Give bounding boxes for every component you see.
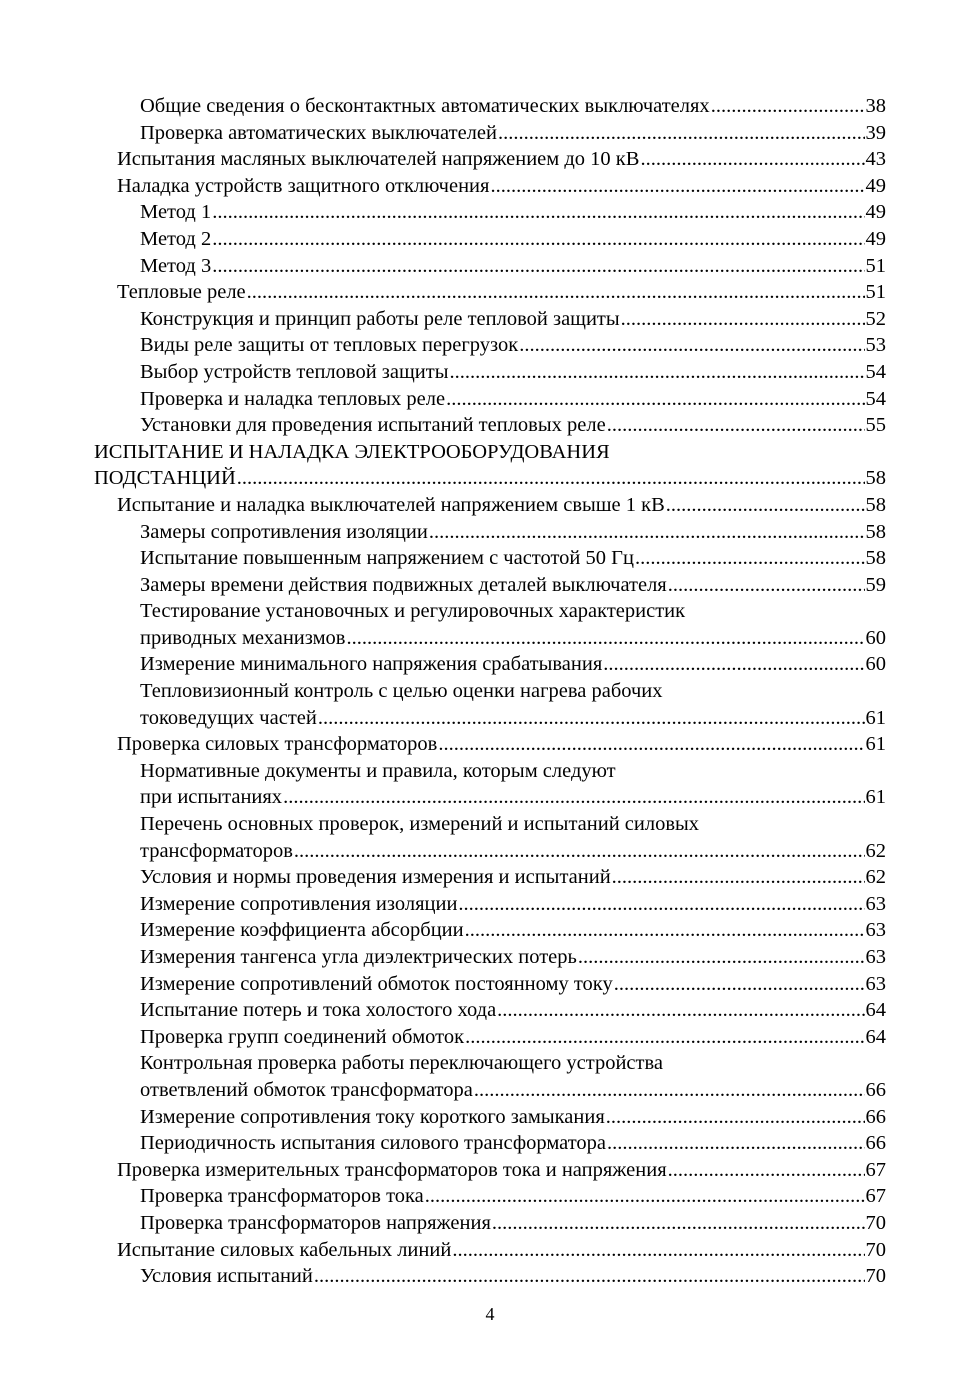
toc-entry-title: трансформаторов: [140, 839, 293, 862]
dot-leader: [490, 173, 864, 200]
dot-leader: [247, 279, 865, 306]
toc-entry-title: Тепловые реле: [117, 281, 246, 304]
toc-entry-title: Проверка измерительных трансформаторов тока и напряжения: [117, 1158, 667, 1181]
toc-list: [94, 93, 886, 1290]
toc-entry-page: 43: [865, 148, 886, 171]
toc-entry-title: Измерение сопротивления току короткого замыкания: [140, 1105, 605, 1128]
toc-entry-page: 63: [865, 972, 886, 995]
toc-entry-title: Испытание силовых кабельных линий: [117, 1238, 452, 1261]
toc-entry-row: [117, 731, 886, 758]
dot-leader: [449, 359, 864, 386]
toc-entry-title-line: Тепловизионный контроль с целью оценки нагрева рабочих: [140, 680, 663, 703]
dot-leader: [621, 306, 865, 333]
toc-entry-row: [140, 1104, 886, 1131]
toc-entry: [94, 598, 886, 651]
dot-leader: [498, 120, 865, 147]
toc-entry-row: [117, 279, 886, 306]
toc-entry-title: Условия испытаний: [140, 1265, 313, 1288]
toc-entry-title: Установки для проведения испытаний тепловых реле: [140, 414, 606, 437]
dot-leader: [465, 1024, 864, 1051]
toc-entry-page: 61: [865, 706, 886, 729]
toc-entry-page: 62: [865, 866, 886, 889]
toc-entry: [94, 891, 886, 918]
dot-leader: [346, 625, 864, 652]
toc-entry-title: Метод 2: [140, 227, 212, 250]
dot-leader: [668, 1157, 865, 1184]
toc-entry-title: Проверка групп соединений обмоток: [140, 1025, 465, 1048]
toc-entry-row: [140, 386, 886, 413]
toc-entry-page: 51: [865, 281, 886, 304]
dot-leader: [294, 838, 865, 865]
toc-entry-row: [140, 1263, 886, 1290]
toc-entry-row: [117, 146, 886, 173]
toc-entry: [94, 1050, 886, 1103]
toc-entry: [94, 386, 886, 413]
toc-entry-page: 58: [865, 493, 886, 516]
toc-entry: [94, 279, 886, 306]
toc-entry-title: Проверка силовых трансформаторов: [117, 733, 438, 756]
toc-entry-row: [140, 306, 886, 333]
dot-leader: [612, 864, 865, 891]
toc-entry-title: Метод 3: [140, 254, 212, 277]
toc-entry-title: Замеры сопротивления изоляции: [140, 520, 428, 543]
dot-leader: [429, 519, 865, 546]
toc-entry-page: 62: [865, 839, 886, 862]
dot-leader: [711, 93, 865, 120]
toc-entry: [94, 731, 886, 758]
toc-entry-title: токоведущих частей: [140, 706, 317, 729]
toc-entry-title: Выбор устройств тепловой защиты: [140, 360, 449, 383]
dot-leader: [283, 784, 864, 811]
toc-entry: [94, 519, 886, 546]
toc-entry-row: [140, 359, 886, 386]
toc-entry-row: [117, 492, 886, 519]
toc-entry: [94, 146, 886, 173]
toc-entry-page: 70: [865, 1211, 886, 1234]
dot-leader: [446, 386, 864, 413]
toc-entry-title: Наладка устройств защитного отключения: [117, 174, 490, 197]
toc-entry-row: [140, 1130, 886, 1157]
toc-entry-row: [140, 93, 886, 120]
toc-entry-title: Общие сведения о бесконтактных автоматических выключателях: [140, 95, 710, 117]
dot-leader: [425, 1183, 865, 1210]
toc-entry-title: Измерения тангенса угла диэлектрических потерь: [140, 946, 577, 968]
dot-leader: [519, 332, 864, 359]
toc-entry-page: 58: [865, 467, 886, 490]
toc-entry-row: [140, 864, 886, 891]
dot-leader: [452, 1237, 864, 1264]
toc-entry-row: [140, 1077, 886, 1104]
dot-leader: [578, 944, 865, 971]
toc-entry-title: Проверка автоматических выключателей: [140, 121, 497, 144]
toc-entry-page: 67: [865, 1158, 886, 1181]
toc-entry: [94, 917, 886, 944]
dot-leader: [666, 492, 865, 519]
toc-entry-title: Измерение сопротивлений обмоток постоянному току: [140, 972, 613, 995]
dot-leader: [318, 705, 865, 732]
toc-entry: [94, 120, 886, 147]
toc-entry: [94, 545, 886, 572]
toc-entry-row: [140, 917, 886, 944]
toc-entry: [94, 226, 886, 253]
dot-leader: [606, 1104, 865, 1131]
dot-leader: [607, 1130, 864, 1157]
toc-entry-page: 38: [865, 95, 886, 117]
toc-entry: [94, 971, 886, 998]
toc-entry: [94, 651, 886, 678]
dot-leader: [438, 731, 864, 758]
toc-entry-row: [140, 120, 886, 147]
toc-entry-row: [140, 412, 886, 439]
toc-entry-row: [140, 944, 886, 971]
dot-leader: [614, 971, 865, 998]
toc-entry-page: 63: [865, 946, 886, 968]
toc-entry-row: [140, 971, 886, 998]
dot-leader: [212, 226, 864, 253]
toc-entry: [94, 492, 886, 519]
toc-entry-title-line: Перечень основных проверок, измерений и испытаний силовых: [140, 813, 700, 836]
toc-entry-row: [140, 651, 886, 678]
toc-entry-page: 49: [865, 174, 886, 197]
toc-entry-row: [140, 226, 886, 253]
toc-entry-title: ответвлений обмоток трансформатора: [140, 1078, 473, 1101]
toc-entry-row: [117, 1157, 886, 1184]
toc-entry-title: Испытание потерь и тока холостого хода: [140, 999, 497, 1022]
toc-entry-row: [140, 519, 886, 546]
toc-entry-row: [140, 1183, 886, 1210]
toc-entry-page: 58: [865, 520, 886, 543]
toc-entry-row: [140, 784, 886, 811]
toc-entry-page: 66: [865, 1078, 886, 1101]
toc-entry-page: 63: [865, 892, 886, 915]
toc-entry: [94, 1104, 886, 1131]
toc-entry-page: 54: [865, 360, 886, 383]
toc-entry-page: 67: [865, 1185, 886, 1208]
page-number: 4: [485, 1304, 495, 1324]
toc-entry-page: 61: [865, 733, 886, 756]
toc-entry-page: 53: [865, 334, 886, 357]
toc-entry-row: [140, 705, 886, 732]
toc-entry: [94, 758, 886, 811]
toc-entry-page: 39: [865, 121, 886, 144]
toc-entry-page: 52: [865, 307, 886, 330]
toc-entry: [94, 864, 886, 891]
toc-entry-title: при испытаниях: [140, 786, 283, 809]
toc-entry: [94, 439, 886, 492]
toc-entry: [94, 1024, 886, 1051]
toc-entry-title: Проверка трансформаторов тока: [140, 1185, 424, 1208]
toc-entry-page: 59: [865, 573, 886, 596]
toc-entry-page: 64: [865, 999, 886, 1022]
toc-entry-title: Испытание и наладка выключателей напряжением свыше 1 кВ: [117, 493, 665, 516]
toc-entry-page: 49: [865, 201, 886, 224]
toc-entry: [94, 199, 886, 226]
toc-entry-page: 55: [865, 414, 886, 437]
toc-entry-title: приводных механизмов: [140, 626, 346, 649]
toc-entry: [94, 359, 886, 386]
toc-entry-page: 60: [865, 626, 886, 649]
toc-entry-row: [140, 1210, 886, 1237]
toc-entry-title: Проверка и наладка тепловых реле: [140, 387, 446, 410]
toc-entry: [94, 678, 886, 731]
toc-entry: [94, 811, 886, 864]
toc-entry: [94, 944, 886, 971]
toc-entry-page: 64: [865, 1025, 886, 1048]
toc-entry-row: [140, 1024, 886, 1051]
toc-entry-title: Периодичность испытания силового трансформатора: [140, 1132, 607, 1155]
toc-entry: [94, 1263, 886, 1290]
toc-entry-title-line: Нормативные документы и правила, которым следуют: [140, 759, 616, 782]
toc-entry-row: [140, 891, 886, 918]
toc-entry-title-line: ИСПЫТАНИЕ И НАЛАДКА ЭЛЕКТРООБОРУДОВАНИЯ: [94, 440, 610, 463]
toc-entry-page: 58: [865, 547, 886, 570]
toc-entry-title: Замеры времени действия подвижных деталей выключателя: [140, 573, 667, 596]
dot-leader: [497, 997, 864, 1024]
toc-entry-page: 54: [865, 387, 886, 410]
toc-entry: [94, 572, 886, 599]
dot-leader: [212, 253, 864, 280]
toc-entry-row: [140, 332, 886, 359]
toc-entry: [94, 253, 886, 280]
dot-leader: [603, 651, 864, 678]
toc-entry: [94, 1237, 886, 1264]
toc-entry-title-line: Контрольная проверка работы переключающего устройства: [140, 1052, 664, 1075]
dot-leader: [474, 1077, 865, 1104]
toc-entry-page: 63: [865, 919, 886, 942]
toc-entry-row: [140, 838, 886, 865]
toc-entry-row: [117, 1237, 886, 1264]
dot-leader: [458, 891, 864, 918]
toc-entry-title: Измерение коэффициента абсорбции: [140, 919, 464, 942]
toc-entry-page: 70: [865, 1238, 886, 1261]
dot-leader: [607, 412, 865, 439]
toc-entry-title: Виды реле защиты от тепловых перегрузок: [140, 334, 519, 357]
dot-leader: [492, 1210, 865, 1237]
toc-entry: [94, 93, 886, 120]
dot-leader: [314, 1263, 865, 1290]
toc-entry-row: [140, 625, 886, 652]
toc-entry-title: Проверка трансформаторов напряжения: [140, 1211, 491, 1234]
toc-entry: [94, 1210, 886, 1237]
toc-entry-title: Метод 1: [140, 201, 212, 224]
dot-leader: [635, 545, 865, 572]
toc-entry-page: 51: [865, 254, 886, 277]
dot-leader: [465, 917, 865, 944]
dot-leader: [237, 465, 865, 492]
toc-entry-page: 49: [865, 227, 886, 250]
toc-entry: [94, 306, 886, 333]
toc-entry-page: 66: [865, 1132, 886, 1155]
toc-entry-title: Испытания масляных выключателей напряжением до 10 кВ: [117, 148, 640, 171]
toc-entry-page: 60: [865, 653, 886, 676]
toc-entry-page: 66: [865, 1105, 886, 1128]
dot-leader: [668, 572, 865, 599]
toc-entry-row: [140, 997, 886, 1024]
toc-entry-row: [140, 253, 886, 280]
toc-entry-title: Испытание повышенным напряжением с частотой 50 Гц: [140, 547, 634, 570]
toc-entry-title: Конструкция и принцип работы реле тепловой защиты: [140, 307, 620, 330]
toc-entry: [94, 173, 886, 200]
toc-entry: [94, 1130, 886, 1157]
toc-entry-row: [140, 545, 886, 572]
toc-entry-row: [94, 465, 886, 492]
toc-entry-title: ПОДСТАНЦИЙ: [94, 467, 236, 490]
dot-leader: [640, 146, 864, 173]
toc-entry: [94, 1183, 886, 1210]
dot-leader: [212, 199, 864, 226]
toc-entry-row: [140, 199, 886, 226]
toc-entry-title: Измерение сопротивления изоляции: [140, 892, 458, 915]
toc-entry: [94, 997, 886, 1024]
toc-entry: [94, 412, 886, 439]
toc-entry-title: Условия и нормы проведения измерения и испытаний: [140, 866, 611, 889]
toc-entry-title: Измерение минимального напряжения срабатывания: [140, 653, 603, 676]
toc-entry-row: [117, 173, 886, 200]
toc-entry-row: [140, 572, 886, 599]
toc-entry: [94, 332, 886, 359]
toc-entry: [94, 1157, 886, 1184]
toc-entry-page: 61: [865, 786, 886, 809]
table-of-contents: [94, 93, 886, 1290]
toc-entry-page: 70: [865, 1265, 886, 1288]
toc-entry-title-line: Тестирование установочных и регулировочных характеристик: [140, 600, 686, 623]
